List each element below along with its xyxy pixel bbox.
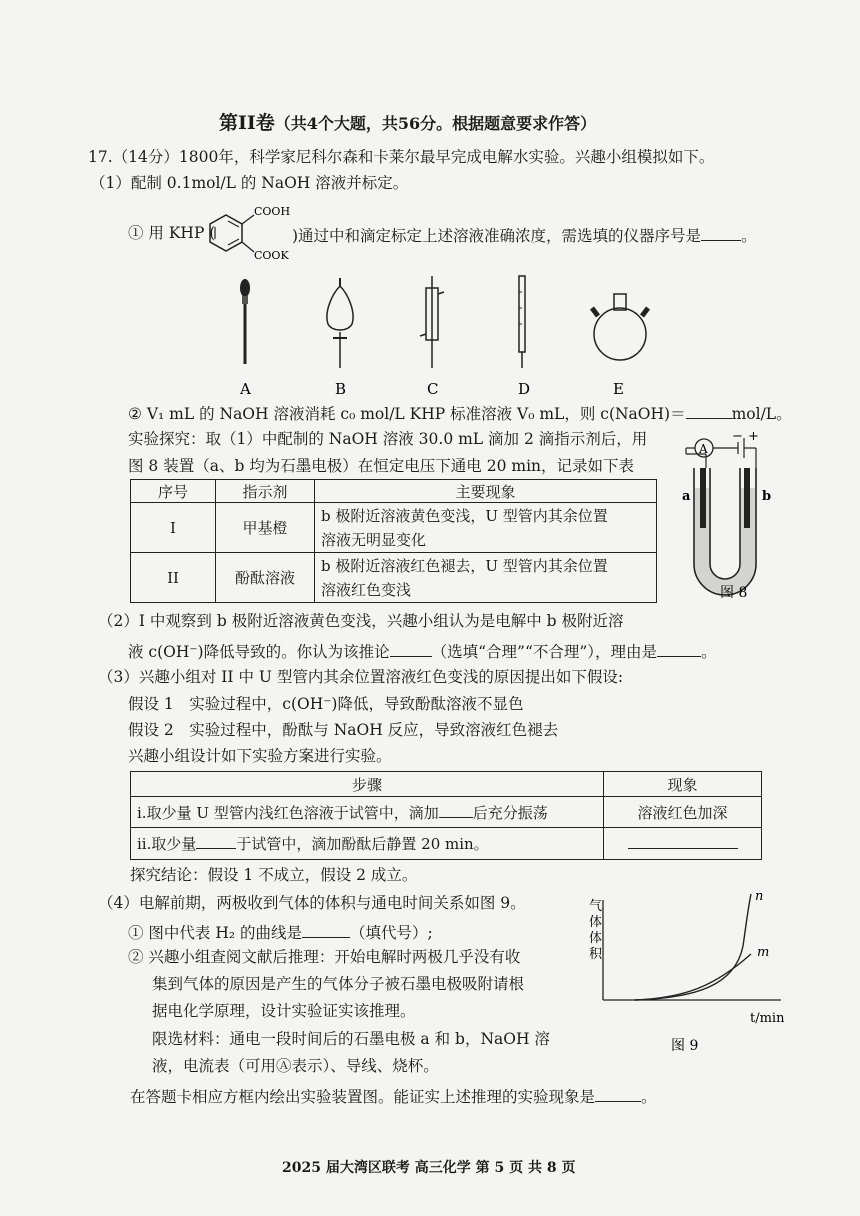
condenser-instrument	[420, 276, 444, 368]
answer-blank-sample[interactable]	[196, 834, 236, 849]
ammeter-label: A	[699, 442, 708, 456]
header-observation: 现象	[604, 772, 762, 797]
figure-9-gas-volume-graph	[585, 886, 795, 1066]
dropper-instrument	[240, 279, 250, 364]
answer-blank-h2-curve[interactable]	[302, 923, 350, 938]
phenomenon-line-2: 溶液红色变浅	[321, 580, 412, 599]
step-2	[131, 828, 604, 860]
phenomenon-line-1: b 极附近溶液红色褪去，U 型管内其余位置	[321, 556, 608, 575]
instrument-label-b: B	[335, 380, 347, 398]
answer-blank-concentration[interactable]	[686, 404, 732, 419]
question-17-header: 17.（14分）1800年，科学家尼科尔森和卡莱尔最早完成电解水实验。兴趣小组模拟如下。	[88, 148, 715, 166]
khp-structure-diagram	[196, 200, 296, 266]
instrument-label-d: D	[518, 380, 531, 398]
phenomenon-line-1: b 极附近溶液黄色变浅，U 型管内其余位置	[321, 506, 608, 525]
header-phenomenon: 主要现象	[315, 480, 657, 503]
y-label-char-2: 体	[589, 915, 603, 930]
electrode-b-label: b	[762, 489, 772, 504]
row-indicator: 酚酞溶液	[216, 553, 315, 603]
results-table	[130, 479, 657, 603]
electrode-a-label: a	[682, 489, 691, 504]
section-title	[219, 108, 596, 135]
table-row	[131, 797, 762, 828]
part-3-line-1: （3）兴趣小组对 II 中 U 型管内其余位置溶液红色变浅的原因提出如下假设:	[98, 668, 624, 686]
three-neck-flask-instrument	[592, 294, 648, 360]
minus-sign: −	[732, 432, 743, 444]
part-4-2-line-3: 据电化学原理，设计实验证实该推理。	[152, 1002, 416, 1020]
part-1-text: （1）配制 0.1mol/L 的 NaOH 溶液并标定。	[90, 174, 409, 192]
part-2-text-a: 液 c(OH⁻)降低导致的。你认为该推论	[128, 643, 390, 661]
instrument-label-e: E	[613, 380, 624, 398]
row-index: I	[131, 503, 216, 553]
header-steps: 步骤	[131, 772, 604, 797]
experiment-table	[130, 771, 762, 860]
table-row	[131, 503, 657, 553]
design-text: 兴趣小组设计如下实验方案进行实验。	[128, 747, 392, 765]
row-index: II	[131, 553, 216, 603]
part-1-2-question	[128, 404, 792, 423]
table-header-row	[131, 480, 657, 503]
part-4-line-1: （4）电解前期，两极收到气体的体积与通电时间关系如图 9。	[98, 894, 526, 912]
y-label-char-3: 体	[589, 931, 603, 946]
part-1-1-question	[292, 226, 757, 245]
part-2-line-1: （2）I 中观察到 b 极附近溶液黄色变浅，兴趣小组认为是电解中 b 极附近溶	[98, 612, 624, 630]
burette-instrument	[519, 276, 525, 368]
khp-cooh-label: COOH	[254, 205, 291, 218]
period: 。	[641, 1088, 657, 1106]
figure-8-caption: 图 8	[720, 585, 748, 601]
instrument-label-a: A	[240, 380, 251, 398]
khp-cook-label: COOK	[254, 249, 289, 262]
part-2-text-b: （选填“合理”“不合理”），理由是	[431, 643, 658, 661]
hypothesis-1: 假设 1 实验过程中，c(OH⁻)降低，导致酚酞溶液不显色	[128, 695, 524, 713]
table-header-row	[131, 772, 762, 797]
page-footer: 2025 届大湾区联考 高三化学 第 5 页 共 8 页	[282, 1160, 576, 1176]
hypothesis-2: 假设 2 实验过程中，酚酞与 NaOH 反应，导致溶液红色褪去	[128, 721, 559, 739]
y-label-char-1: 气	[589, 899, 603, 914]
table-row	[131, 553, 657, 603]
period: 。	[741, 227, 757, 245]
part-4-2-text: 在答题卡相应方框内绘出实验装置图。能证实上述推理的实验现象是	[130, 1088, 596, 1106]
figure-9-caption: 图 9	[671, 1038, 699, 1054]
curve-m-label: m	[757, 945, 770, 960]
part-2-line-2	[128, 642, 717, 661]
answer-blank-phenomenon[interactable]	[595, 1087, 641, 1102]
part-4-1-text-a: ① 图中代表 H₂ 的曲线是	[128, 924, 303, 942]
instrument-figure	[200, 272, 660, 398]
header-indicator: 指示剂	[216, 480, 315, 503]
conclusion-text: 探究结论：假设 1 不成立，假设 2 成立。	[130, 866, 418, 884]
part-4-2-line-5: 液，电流表（可用Ⓐ表示）、导线、烧杯。	[152, 1057, 439, 1075]
header-index: 序号	[131, 480, 216, 503]
y-label-char-4: 积	[589, 947, 603, 962]
part-4-2-line-4: 限选材料：通电一段时间后的石墨电极 a 和 b，NaOH 溶	[152, 1030, 550, 1048]
table-row	[131, 828, 762, 860]
curve-n	[635, 894, 751, 1000]
answer-blank-instruments[interactable]	[701, 226, 741, 241]
answer-blank-reason[interactable]	[657, 642, 701, 657]
step-2-text-b: 于试管中，滴加酚酞后静置 20 min。	[236, 835, 489, 853]
step-1-observation: 溶液红色加深	[604, 797, 762, 828]
phenomenon-line-2: 溶液无明显变化	[321, 530, 427, 549]
period: 。	[701, 643, 717, 661]
section-title-main: 第II卷	[219, 112, 275, 134]
x-label: t/min	[750, 1011, 785, 1026]
unit-text: mol/L。	[731, 405, 792, 423]
answer-blank-reagent[interactable]	[439, 803, 473, 818]
part-4-2-line-1: ② 兴趣小组查阅文献后推理：开始电解时两极几乎没有收	[128, 948, 521, 966]
figure-8-u-tube-apparatus	[676, 432, 796, 608]
step-1-text-a: i.取少量 U 型管内浅红色溶液于试管中，滴加	[137, 803, 439, 822]
part-4-1-text-b: （填代号）;	[350, 924, 433, 942]
section-title-sub: （共4个大题，共56分。根据题意要求作答）	[274, 114, 597, 133]
step-2-observation	[604, 828, 762, 860]
step-1-text-b: 后充分振荡	[472, 803, 548, 822]
part-4-2-line-6	[130, 1087, 657, 1106]
row-indicator: 甲基橙	[216, 503, 315, 553]
curve-n-label: n	[755, 889, 764, 904]
part-4-1	[128, 923, 433, 942]
answer-blank-reasonable[interactable]	[390, 642, 432, 657]
row-phenomenon	[315, 553, 657, 603]
plus-sign: +	[748, 432, 759, 444]
part-1-1-prefix: ① 用 KHP (	[128, 224, 216, 242]
step-1	[131, 797, 604, 828]
row-phenomenon	[315, 503, 657, 553]
part-1-2-text: ② V₁ mL 的 NaOH 溶液消耗 c₀ mol/L KHP 标准溶液 V₀ mL，则 c(NaOH)＝	[128, 405, 686, 423]
part-1-1-text: )通过中和滴定标定上述溶液准确浓度，需选填的仪器序号是	[292, 227, 702, 245]
part-4-2-line-2: 集到气体的原因是产生的气体分子被石墨电极吸附请根	[152, 975, 525, 993]
separatory-funnel-instrument	[327, 278, 353, 368]
answer-blank-observation[interactable]	[628, 834, 738, 849]
instrument-label-c: C	[427, 380, 439, 398]
explore-line-2: 图 8 装置（a、b 均为石墨电极）在恒定电压下通电 20 min，记录如下表	[128, 457, 635, 475]
explore-line-1: 实验探究：取（1）中配制的 NaOH 溶液 30.0 mL 滴加 2 滴指示剂后，用	[128, 430, 648, 448]
step-2-text-a: ii.取少量	[137, 835, 197, 853]
